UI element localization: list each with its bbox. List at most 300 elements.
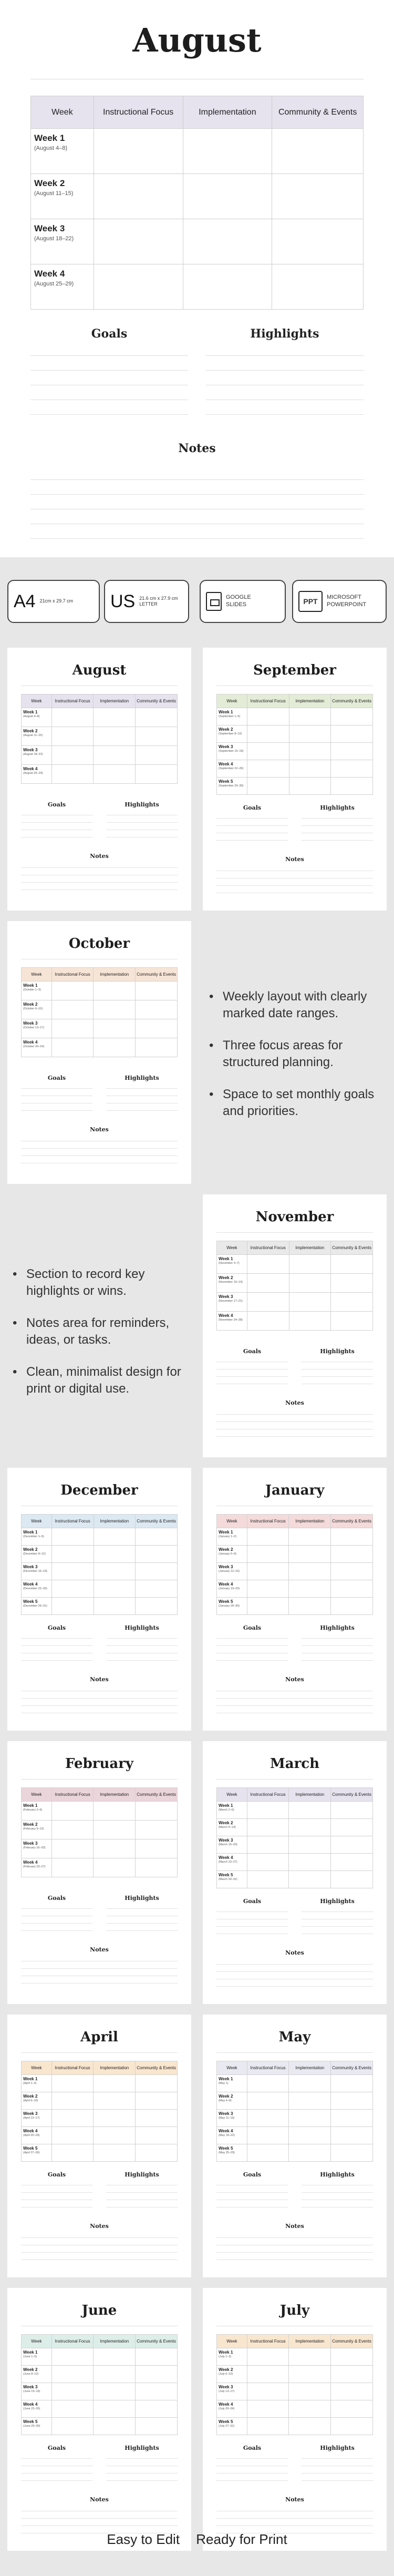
line <box>21 1923 92 1924</box>
notes-heading: Notes <box>90 2223 109 2230</box>
cell <box>289 1580 331 1598</box>
cell[interactable] <box>183 129 272 174</box>
line <box>302 1926 373 1927</box>
cell <box>331 2144 373 2162</box>
cell <box>289 1871 331 1888</box>
table-row <box>217 725 373 743</box>
cell <box>289 2092 331 2110</box>
week-dates: (May 25–29) <box>219 2151 235 2154</box>
month-title: April <box>80 2029 118 2045</box>
cell <box>289 2418 331 2435</box>
line <box>216 1698 373 1699</box>
cell <box>331 1871 373 1888</box>
cell <box>94 2092 136 2110</box>
cell <box>136 2144 178 2162</box>
divider <box>21 2052 178 2053</box>
table-row <box>217 1802 373 1819</box>
week-label: Week 3 <box>23 2111 38 2116</box>
highlights-lines[interactable] <box>206 355 364 429</box>
cell <box>136 2348 178 2366</box>
table-row <box>22 746 178 765</box>
cell <box>136 2418 178 2435</box>
cell <box>247 2418 289 2435</box>
line <box>302 2480 373 2481</box>
goals-heading: Goals <box>91 327 128 341</box>
col-implementation: Implementation <box>94 1515 136 1528</box>
weekly-table <box>216 1241 373 1331</box>
cell <box>331 2348 373 2366</box>
line <box>21 2192 92 2193</box>
line <box>21 2252 178 2253</box>
cell <box>94 1546 136 1563</box>
cell <box>289 1274 331 1293</box>
month-page-may[interactable] <box>203 2015 387 2277</box>
highlights-heading: Highlights <box>320 2445 355 2451</box>
line <box>106 1923 178 1924</box>
col-instructional-focus: Instructional Focus <box>247 1515 289 1528</box>
notes-heading: Notes <box>90 1676 109 1683</box>
cell <box>51 2400 94 2418</box>
goals-heading: Goals <box>243 804 262 811</box>
cell <box>94 1858 136 1877</box>
highlights-heading: Highlights <box>320 1898 355 1905</box>
a4-label: A4 <box>14 591 36 611</box>
week-label: Week 1 <box>219 710 233 714</box>
powerpoint-badge <box>292 580 387 623</box>
cell <box>247 760 289 778</box>
month-title: November <box>255 1209 334 1225</box>
cell <box>136 1858 178 1877</box>
goals-heading: Goals <box>243 1898 262 1905</box>
col-community-events: Community & Events <box>136 694 178 708</box>
cell <box>51 1802 94 1821</box>
cell <box>136 2110 178 2127</box>
cell <box>94 1563 136 1580</box>
line <box>21 1638 92 1639</box>
cell <box>331 725 373 743</box>
month-page-november[interactable] <box>203 1194 387 1457</box>
weekly-table <box>21 2334 178 2435</box>
cell <box>136 2366 178 2383</box>
week-label: Week 5 <box>219 779 233 784</box>
cell <box>247 1854 289 1871</box>
line <box>216 2458 288 2459</box>
col-implementation: Implementation <box>183 96 272 129</box>
month-title: September <box>253 662 336 678</box>
goals-heading: Goals <box>243 1348 262 1355</box>
table-row <box>22 2075 178 2092</box>
cell <box>247 743 289 760</box>
cell <box>136 1598 178 1615</box>
cell <box>51 1019 94 1038</box>
line <box>216 1376 288 1377</box>
week-label: Week 2 <box>23 2367 38 2372</box>
col-instructional-focus: Instructional Focus <box>51 1515 94 1528</box>
line <box>216 1971 373 1972</box>
week-dates: (May 18–22) <box>219 2134 235 2137</box>
cell <box>94 1019 136 1038</box>
month-page-august[interactable] <box>7 648 191 911</box>
goals-heading: Goals <box>47 1075 66 1081</box>
week-label: Week 5 <box>23 2419 38 2424</box>
week-dates: (October 20–24) <box>23 1045 45 1048</box>
cell <box>136 1528 178 1546</box>
goals-heading: Goals <box>243 2171 262 2178</box>
cell <box>331 1836 373 1854</box>
line <box>216 1638 288 1639</box>
week-label: Week 3 <box>219 1838 233 1843</box>
cell <box>289 2075 331 2092</box>
table-row <box>217 1871 373 1888</box>
goals-lines[interactable] <box>30 355 188 429</box>
month-page-june[interactable] <box>7 2288 191 2551</box>
week-dates: (March 30–31) <box>219 1878 237 1881</box>
col-week: Week <box>217 2061 247 2075</box>
highlights-heading: Highlights <box>320 804 355 811</box>
week-dates: (March 2–6) <box>219 1808 234 1812</box>
week-label: Week 1 <box>23 1803 38 1808</box>
cell <box>331 1293 373 1312</box>
cell <box>289 1854 331 1871</box>
cell <box>331 2075 373 2092</box>
cell <box>94 1802 136 1821</box>
divider <box>216 1232 373 1233</box>
cell <box>94 2075 136 2092</box>
table-row <box>217 1255 373 1274</box>
table-row <box>22 2418 178 2435</box>
week-dates: (March 9–13) <box>219 1826 236 1829</box>
line <box>21 2237 178 2238</box>
weekly-table <box>21 967 178 1057</box>
line <box>302 1660 373 1661</box>
month-page-september[interactable] <box>203 648 387 911</box>
week-label: Week 4 <box>23 766 38 771</box>
table-row <box>31 174 364 219</box>
week-dates: (October 1–3) <box>23 988 41 991</box>
week-dates: (June 8–12) <box>23 2373 39 2376</box>
table-row <box>22 765 178 784</box>
cell <box>51 2366 94 2383</box>
highlights-heading: Highlights <box>320 1624 355 1631</box>
goals-heading: Goals <box>47 801 66 808</box>
line <box>106 2480 178 2481</box>
line <box>302 2192 373 2193</box>
line <box>216 1705 373 1706</box>
feature-item: • Space to set monthly goals and priorities. <box>209 1086 382 1120</box>
week-dates: (May 11–15) <box>219 2117 235 2120</box>
cell <box>136 708 178 727</box>
notes-heading: Notes <box>90 853 109 860</box>
cell <box>136 1580 178 1598</box>
cell <box>51 2144 94 2162</box>
notes-heading: Notes <box>285 1949 304 1956</box>
highlights-heading: Highlights <box>125 1895 159 1902</box>
weekly-table <box>21 2061 178 2162</box>
line <box>21 882 178 883</box>
cell <box>247 1871 289 1888</box>
cell[interactable] <box>272 264 364 310</box>
cell <box>331 2400 373 2418</box>
cell <box>94 708 136 727</box>
week-label: Week 2 <box>219 727 233 732</box>
divider <box>216 1779 373 1780</box>
cell[interactable] <box>272 174 364 219</box>
cell <box>136 765 178 784</box>
week-label: Week 4 <box>219 2402 233 2407</box>
cell <box>289 2348 331 2366</box>
col-instructional-focus: Instructional Focus <box>51 2061 94 2075</box>
col-implementation: Implementation <box>94 968 136 982</box>
cell <box>247 2144 289 2162</box>
col-instructional-focus: Instructional Focus <box>51 2335 94 2348</box>
week-dates: (December 29–31) <box>23 1604 47 1608</box>
week-label: Week 1 <box>219 1530 233 1535</box>
cell <box>94 1821 136 1839</box>
google-slides-label: GOOGLE <box>226 594 251 601</box>
table-row <box>22 2366 178 2383</box>
week-label: Week 4 <box>219 2129 233 2133</box>
col-implementation: Implementation <box>289 1241 331 1255</box>
line <box>106 1110 178 1111</box>
cell[interactable] <box>94 174 183 219</box>
week-label: Week 1 <box>34 133 65 143</box>
month-page-february[interactable] <box>7 1741 191 2004</box>
cell[interactable] <box>183 219 272 264</box>
month-page-january[interactable] <box>203 1468 387 1731</box>
col-community-events: Community & Events <box>136 1788 178 1802</box>
week-dates: (November 24–28) <box>219 1318 243 1322</box>
month-title: June <box>81 2303 117 2318</box>
cell <box>136 982 178 1000</box>
feature-item: • Clean, minimalist design for print or digital use. <box>13 1364 191 1398</box>
cell <box>94 2127 136 2144</box>
cell <box>94 1528 136 1546</box>
month-title: July <box>279 2303 310 2318</box>
line <box>21 1698 178 1699</box>
cell <box>331 2110 373 2127</box>
a4-size: 21cm x 29.7 cm <box>39 598 74 604</box>
cell <box>331 2127 373 2144</box>
line <box>216 1645 288 1646</box>
cell <box>289 725 331 743</box>
cell <box>289 1836 331 1854</box>
week-label: Week 5 <box>219 2146 233 2151</box>
week-label: Week 5 <box>219 1599 233 1604</box>
line <box>21 2518 178 2519</box>
line <box>216 1986 373 1987</box>
cell <box>247 1312 289 1331</box>
cell <box>94 1038 136 1057</box>
col-week: Week <box>217 694 247 708</box>
week-dates: (August 4–8) <box>23 715 40 718</box>
col-week: Week <box>217 1241 247 1255</box>
col-community-events: Community & Events <box>331 1241 373 1255</box>
cell <box>331 1546 373 1563</box>
week-label: Week 2 <box>23 1002 38 1007</box>
week-dates: (September 1–5) <box>219 715 241 718</box>
cell[interactable] <box>183 264 272 310</box>
week-dates: (September 29–30) <box>219 784 244 788</box>
week-dates: (July 1–3) <box>219 2355 232 2358</box>
week-dates: (February 23–27) <box>23 1865 46 1868</box>
week-label: Week 4 <box>23 1040 38 1045</box>
weekly-table <box>21 694 178 784</box>
week-dates: (June 15–19) <box>23 2390 40 2393</box>
cell <box>51 708 94 727</box>
cell[interactable] <box>183 174 272 219</box>
line <box>216 825 288 826</box>
cell <box>136 1563 178 1580</box>
highlights-heading: Highlights <box>125 2445 159 2451</box>
table-row <box>22 1802 178 1821</box>
month-title: December <box>60 1483 138 1498</box>
line <box>302 818 373 819</box>
notes-heading: Notes <box>90 1126 109 1133</box>
feature-item: • Weekly layout with clearly marked date ranges. <box>209 988 382 1023</box>
col-implementation: Implementation <box>94 694 136 708</box>
week-label: Week 3 <box>219 2111 233 2116</box>
cell <box>289 708 331 725</box>
week-label: Week 4 <box>219 1582 233 1587</box>
cell[interactable] <box>94 264 183 310</box>
cell <box>51 2127 94 2144</box>
table-row <box>22 1858 178 1877</box>
week-dates: (August 11–15) <box>23 734 43 737</box>
feature-item: • Three focus areas for structured planning. <box>209 1037 382 1071</box>
month-page-april[interactable] <box>7 2015 191 2277</box>
line <box>216 885 373 886</box>
cell <box>51 765 94 784</box>
table-row <box>217 743 373 760</box>
powerpoint-icon: PPT <box>298 591 323 612</box>
highlights-heading: Highlights <box>250 327 319 341</box>
cell <box>331 1580 373 1598</box>
cell[interactable] <box>94 219 183 264</box>
cell <box>289 1312 331 1331</box>
a4-badge <box>7 580 100 623</box>
table-row <box>22 2400 178 2418</box>
cell <box>51 2418 94 2435</box>
week-label: Week 2 <box>34 178 65 188</box>
table-row <box>217 1312 373 1331</box>
cell <box>331 1274 373 1293</box>
cell <box>94 746 136 765</box>
cell <box>94 2418 136 2435</box>
table-row <box>22 1546 178 1563</box>
cell <box>289 1802 331 1819</box>
week-label: Week 1 <box>219 2077 233 2081</box>
cell <box>331 1854 373 1871</box>
cell <box>136 2127 178 2144</box>
week-label: Week 2 <box>219 1275 233 1280</box>
week-label: Week 3 <box>34 223 65 233</box>
cell <box>51 1038 94 1057</box>
week-label: Week 1 <box>23 2350 38 2355</box>
month-page-december[interactable] <box>7 1468 191 1731</box>
table-row <box>217 2366 373 2383</box>
week-dates: (July 20–24) <box>219 2407 235 2410</box>
features-right <box>209 988 382 1134</box>
line <box>216 1414 373 1415</box>
cell <box>136 1038 178 1057</box>
notes-heading: Notes <box>285 1399 304 1406</box>
cell <box>331 760 373 778</box>
week-dates: (April 27–30) <box>23 2151 40 2154</box>
cell[interactable] <box>272 219 364 264</box>
cell <box>247 2110 289 2127</box>
cell <box>94 1839 136 1858</box>
week-dates: (November 10–14) <box>219 1281 243 1284</box>
month-page-july[interactable] <box>203 2288 387 2551</box>
table-row <box>217 1598 373 1615</box>
week-label: Week 2 <box>23 1547 38 1552</box>
line <box>216 1436 373 1437</box>
week-label: Week 4 <box>23 2129 38 2133</box>
cell <box>247 725 289 743</box>
weekly-table <box>216 1514 373 1615</box>
cell <box>289 778 331 795</box>
cell <box>331 1312 373 1331</box>
cell <box>247 1836 289 1854</box>
table-row <box>217 760 373 778</box>
table-row <box>22 1038 178 1057</box>
cell <box>136 727 178 746</box>
cell <box>247 778 289 795</box>
week-dates: (February 2–6) <box>23 1808 43 1812</box>
cell[interactable] <box>94 129 183 174</box>
week-dates: (June 1–5) <box>23 2355 37 2358</box>
month-page-october[interactable] <box>7 921 191 1184</box>
line <box>216 2480 288 2481</box>
highlights-heading: Highlights <box>320 2171 355 2178</box>
cell <box>51 1528 94 1546</box>
highlights-heading: Highlights <box>320 1348 355 1355</box>
line <box>21 1705 178 1706</box>
line <box>302 2458 373 2459</box>
month-page-march[interactable] <box>203 1741 387 2004</box>
week-dates: (April 6–10) <box>23 2099 38 2102</box>
col-instructional-focus: Instructional Focus <box>247 694 289 708</box>
goals-heading: Goals <box>47 1895 66 1902</box>
highlights-heading: Highlights <box>125 1075 159 1081</box>
month-title: February <box>65 1756 133 1772</box>
line <box>21 1930 92 1931</box>
table-row <box>22 708 178 727</box>
footer <box>0 2531 394 2548</box>
week-label: Week 3 <box>23 748 38 752</box>
col-week: Week <box>22 968 52 982</box>
cell[interactable] <box>272 129 364 174</box>
cell <box>51 2383 94 2400</box>
cell <box>289 760 331 778</box>
weekly-table <box>216 2061 373 2162</box>
cell <box>51 1563 94 1580</box>
line <box>106 822 178 823</box>
week-label: Week 3 <box>219 2385 233 2389</box>
week-label: Week 2 <box>23 2094 38 2099</box>
week-dates: (August 4–8) <box>34 145 67 151</box>
col-community-events: Community & Events <box>136 2335 178 2348</box>
line <box>302 1638 373 1639</box>
notes-heading: Notes <box>178 442 216 455</box>
cell <box>136 1000 178 1019</box>
line <box>106 1638 178 1639</box>
notes-lines[interactable] <box>30 479 364 553</box>
week-dates: (January 12–16) <box>219 1570 240 1573</box>
cell <box>289 1819 331 1836</box>
cell <box>51 1858 94 1877</box>
cell <box>331 1528 373 1546</box>
